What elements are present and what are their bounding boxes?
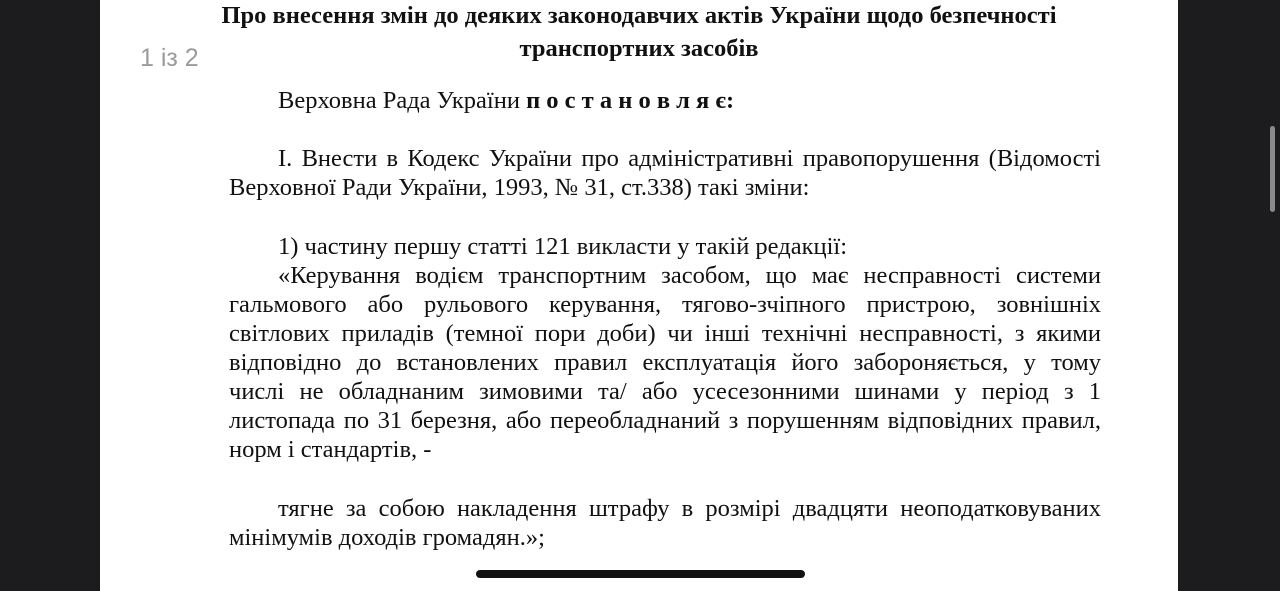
item1: 1) частину першу статті 121 викласти у такій редакції: (278, 233, 848, 260)
preamble (278, 86, 1101, 115)
quote-line: листопада по 31 березня, або переобладнаний з порушенням відповідних правил, (229, 407, 1101, 434)
penalty-line: тягне за собою накладення штрафу в розмірі двадцяти неоподатковуваних (278, 495, 1101, 522)
quote-line: «Керування водієм транспортним засобом, що має несправності системи (278, 262, 1101, 289)
quote-line: норм і стандартів, - (229, 436, 432, 463)
preamble-bold: п о с т а н о в л я є: (526, 87, 735, 114)
document-title-line: транспортних засобів (519, 35, 759, 62)
section1-line: Верховної Ради України, 1993, № 31, ст.338) такі зміни: (229, 174, 810, 201)
page-counter: 1 із 2 (140, 44, 199, 72)
penalty-line: мінімумів доходів громадян.»; (229, 524, 545, 551)
preamble-text: Верховна Рада України (278, 87, 527, 114)
scrollbar[interactable] (1270, 126, 1275, 212)
document-title-line: Про внесення змін до деяких законодавчих актів України щодо безпечності (221, 2, 1057, 29)
section1-line: І. Внести в Кодекс України про адміністративні правопорушення (Відомості (278, 145, 1101, 172)
home-indicator[interactable] (476, 570, 805, 578)
quote-line: світлових приладів (темної пори доби) чи інші технічні несправності, з якими (229, 320, 1101, 347)
quote-line: гальмового або рульового керування, тягово-зчіпного пристрою, зовнішніх (229, 291, 1101, 318)
quote-line: відповідно до встановлених правил експлуатація його забороняється, у тому (229, 349, 1101, 376)
quote-line: числі не обладнаним зимовими та/ або усесезонними шинами у період з 1 (229, 378, 1101, 405)
